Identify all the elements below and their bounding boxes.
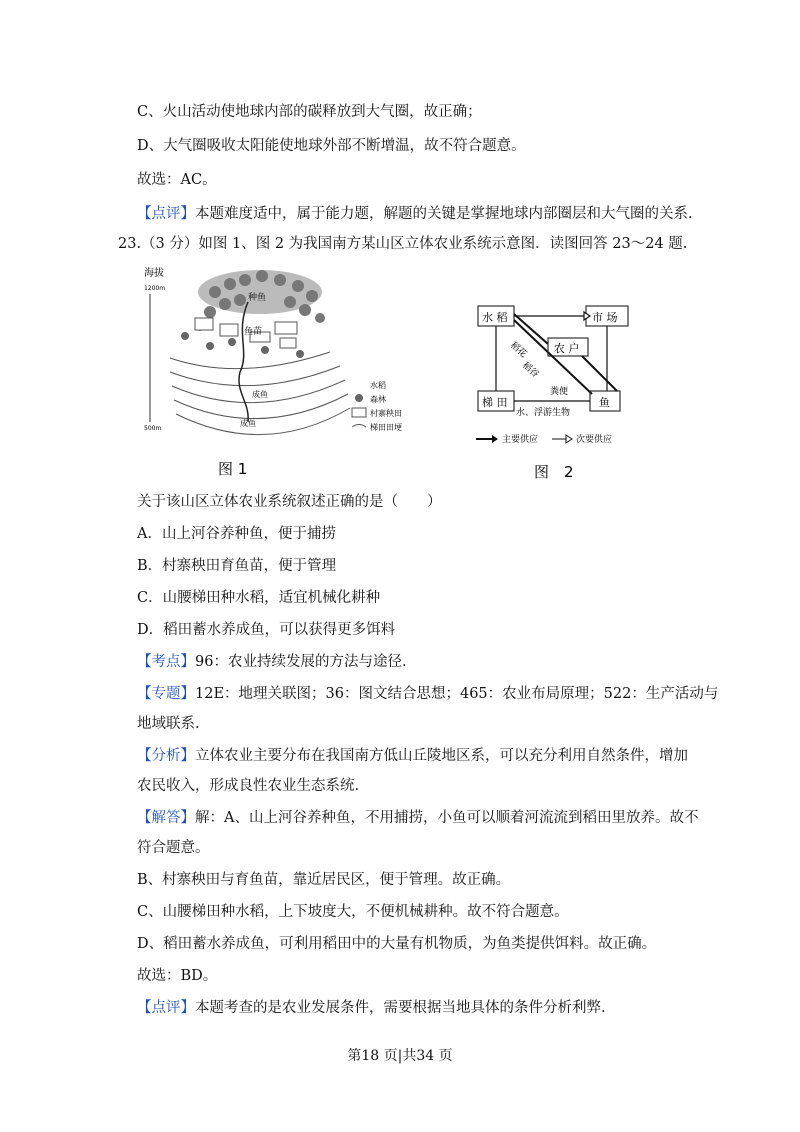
legend-village: 村寨秧田 — [370, 409, 402, 418]
node-yu: 鱼 — [599, 396, 610, 409]
zhuanti-line — [137, 684, 718, 704]
fig1-ylabel: 海拔 — [144, 268, 164, 279]
edge-label-daogu: 稻谷 — [520, 360, 541, 380]
fenxi-text-1: 立体农业主要分布在我国南方低山丘陵地区系，可以充分利用自然条件，增加 — [195, 748, 688, 764]
fish-route-arrow — [239, 302, 248, 422]
fig2-caption: 图 2 — [534, 463, 574, 481]
jieda-tag: 【解答】 — [137, 810, 195, 826]
fenxi-text-2: 农民收入，形成良性农业生态系统. — [137, 778, 360, 794]
legend-minor: 次要供应 — [576, 435, 613, 445]
comment-tag: 【点评】 — [137, 206, 195, 222]
edge-label-shui: 水、浮游生物 — [516, 408, 571, 418]
question-prompt: 关于该山区立体农业系统叙述正确的是（ ） — [137, 494, 442, 510]
jieda-choice: 故选：BD。 — [137, 968, 218, 984]
fig1-label-chengyu-2: 成鱼 — [240, 419, 256, 428]
legend-forest: 森林 — [370, 395, 386, 404]
fig1-caption: 图 1 — [218, 460, 248, 478]
edge-label-daohua: 稻花 — [508, 340, 529, 360]
fig1-bottom-alt: 500m — [144, 425, 162, 432]
fig1-label-chengyu-1: 成鱼 — [252, 390, 268, 399]
legend-main: 主要供应 — [502, 435, 539, 445]
jieda-line — [137, 808, 698, 828]
jieda-option-c: C、山腰梯田种水稻，上下坡度大，不便机械耕种。故不符合题意。 — [137, 904, 569, 920]
fig1-label-zhongyu: 种鱼 — [248, 293, 267, 303]
fig1-legend — [352, 380, 402, 432]
node-shichang: 市 场 — [592, 311, 618, 324]
fig1-label-yumiao: 鱼苗 — [244, 327, 263, 337]
legend-rice: 水稻 — [370, 381, 386, 390]
option-b: B．村寨秧田育鱼苗，便于管理 — [137, 558, 337, 574]
node-nonghu: 农 户 — [554, 342, 580, 355]
comment-line — [137, 204, 693, 224]
zhuanti-text-1: 12E：地理关联图；36：图文结合思想；465：农业布局原理；522：生产活动与 — [195, 686, 719, 702]
kaodian-tag: 【考点】 — [137, 654, 195, 670]
page-footer: 第18 页|共34 页 — [347, 1048, 453, 1064]
legend-terrace: 梯田田埂 — [370, 423, 402, 432]
option-d: D．稻田蓄水养成鱼，可以获得更多饵料 — [137, 622, 396, 638]
zhuanti-tag: 【专题】 — [137, 686, 195, 702]
jieda-option-d: D、稻田蓄水养成鱼，可利用稻田中的大量有机物质，为鱼类提供饵料。故正确。 — [137, 936, 657, 952]
edge-label-fenbian: 粪便 — [550, 387, 569, 397]
dianping-text: 本题考查的是农业发展条件，需要根据当地具体的条件分析利弊. — [195, 1000, 606, 1016]
option-a: A．山上河谷养种鱼，便于捕捞 — [137, 526, 336, 542]
jieda-text-2: 符合题意。 — [137, 840, 210, 856]
edge-fish-farmer — [582, 356, 617, 391]
dianping-tag: 【点评】 — [137, 1000, 195, 1016]
figure-2-flow-diagram — [472, 296, 652, 486]
fenxi-line — [137, 746, 688, 766]
comment-text: 本题难度适中，属于能力题，解题的关键是掌握地球内部圈层和大气圈的关系. — [195, 206, 693, 222]
zhuanti-text-2: 地域联系. — [137, 716, 200, 732]
edge-rice-farmer — [514, 314, 548, 344]
fig1-top-alt: 1200m — [144, 285, 166, 292]
option-c: C．山腰梯田种水稻，适宜机械化耕种 — [137, 590, 381, 606]
answer-option-c: C、火山活动使地球内部的碳释放到大气圈，故正确； — [137, 104, 482, 120]
question-stem: 23.（3 分）如图 1、图 2 为我国南方某山区立体农业系统示意图．读图回答 23～24 题. — [118, 236, 688, 252]
jieda-option-b: B、村寨秧田与育鱼苗，靠近居民区，便于管理。故正确。 — [137, 872, 511, 888]
answer-choice: 故选：AC。 — [137, 172, 217, 188]
figure-1-terrain-diagram — [140, 262, 440, 482]
edge-rice-fish — [514, 320, 592, 394]
answer-option-d: D、大气圈吸收太阳能使地球外部不断增温，故不符合题意。 — [137, 138, 526, 154]
fig2-legend — [476, 433, 612, 445]
kaodian-line — [137, 652, 407, 672]
node-titian: 梯 田 — [482, 396, 508, 409]
dianping-line — [137, 998, 606, 1018]
fenxi-tag: 【分析】 — [137, 748, 195, 764]
kaodian-text: 96：农业持续发展的方法与途径. — [195, 654, 407, 670]
node-shuidao: 水 稻 — [482, 311, 508, 324]
jieda-text-1: 解：A、山上河谷养种鱼，不用捕捞，小鱼可以顺着河流流到稻田里放养。故不 — [195, 810, 699, 826]
